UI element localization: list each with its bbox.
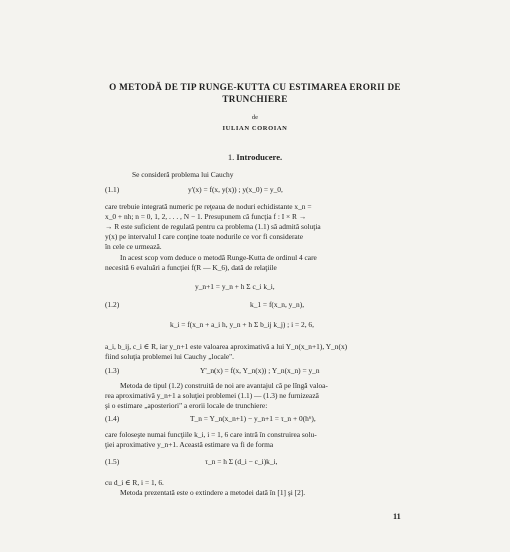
body-line-12: rea aproximativă y_n+1 a soluţiei problemei (1.1) — (1.3) ne furnizează bbox=[105, 391, 319, 400]
section-number: 1. bbox=[227, 152, 235, 162]
body-line-9: a_i, b_ij, c_i ∈ R, iar y_n+1 este valoarea aproximativă a lui Y_n(x_n+1), Y_n(x) bbox=[105, 342, 348, 351]
body-line-6: în cele ce urmează. bbox=[105, 242, 162, 251]
body-line-5: y(x) pe intervalul I care conţine toate nodurile ce vor fi considerate bbox=[105, 232, 304, 241]
body-line-17: Metoda prezentată este o extindere a metodei dată în [1] şi [2]. bbox=[120, 488, 306, 497]
body-line-13: şi o estimare „aposteriori" a erorii locale de trunchiere: bbox=[105, 401, 268, 410]
equation-k1: k_1 = f(x_n, y_n), bbox=[250, 300, 305, 309]
body-line-7: In acest scop vom deduce o metodă Runge-Kutta de ordinul 4 care bbox=[120, 253, 317, 262]
paper-title-line-1: O METODĂ DE TIP RUNGE-KUTTA CU ESTIMAREA ERORII DE bbox=[109, 82, 401, 92]
equation-1-4: T_n = Y_n(x_n+1) − y_n+1 = τ_n + 0(h⁶), bbox=[190, 414, 316, 423]
equation-y-n-plus-1: y_n+1 = y_n + h Σ c_i k_i, bbox=[195, 282, 275, 291]
equation-1-3: Y'_n(x) = f(x, Y_n(x)) ; Y_n(x_n) = y_n bbox=[200, 366, 320, 375]
equation-number-1-3: (1.3) bbox=[105, 366, 120, 375]
body-line-3: x_0 + nh; n = 0, 1, 2, . . . , N − 1. Presupunem că funcţia f : I × R → bbox=[105, 212, 307, 221]
section-title: Introducere. bbox=[236, 152, 283, 162]
equation-number-1-4: (1.4) bbox=[105, 414, 120, 423]
author-name: IULIAN COROIAN bbox=[222, 125, 288, 132]
body-line-1: Se consideră problema lui Cauchy bbox=[132, 170, 234, 179]
body-line-10: fiind soluţia problemei lui Cauchy „locale". bbox=[105, 352, 235, 361]
body-line-11: Metoda de tipul (1.2) construită de noi are avantajul că pe lîngă valoa- bbox=[120, 381, 328, 390]
body-line-2: care trebuie integrată numeric pe reţeaua de noduri echidistante x_n = bbox=[105, 202, 312, 211]
equation-number-1-1: (1.1) bbox=[105, 185, 120, 194]
body-line-15: ţiei aproximative y_n+1. Această estimare va fi de forma bbox=[105, 440, 274, 449]
equation-1-1: y'(x) = f(x, y(x)) ; y(x_0) = y_0, bbox=[188, 185, 283, 194]
body-line-8: necesită 6 evaluări a funcţiei f(R — K_6), dată de relaţiile bbox=[105, 263, 277, 272]
equation-number-1-5: (1.5) bbox=[105, 457, 120, 466]
equation-1-5: τ_n = h Σ (d_i − c_i)k_i, bbox=[205, 457, 278, 466]
page-number: 11 bbox=[393, 512, 401, 521]
byline: de bbox=[251, 114, 259, 121]
equation-ki: k_i = f(x_n + a_i h, y_n + h Σ b_ij k_j) ; i = 2, 6, bbox=[170, 320, 314, 329]
body-line-4: → R este suficient de regulată pentru ca problema (1.1) să admită soluţia bbox=[105, 222, 321, 231]
section-heading bbox=[0, 152, 510, 162]
body-line-16: cu d_i ∈ R, i = 1, 6. bbox=[105, 478, 164, 487]
paper-title-line-2: TRUNCHIERE bbox=[222, 94, 288, 104]
equation-number-1-2: (1.2) bbox=[105, 300, 120, 309]
body-line-14: care foloseşte numai funcţiile k_i, i = 1, 6 care intră în construirea solu- bbox=[105, 430, 317, 439]
